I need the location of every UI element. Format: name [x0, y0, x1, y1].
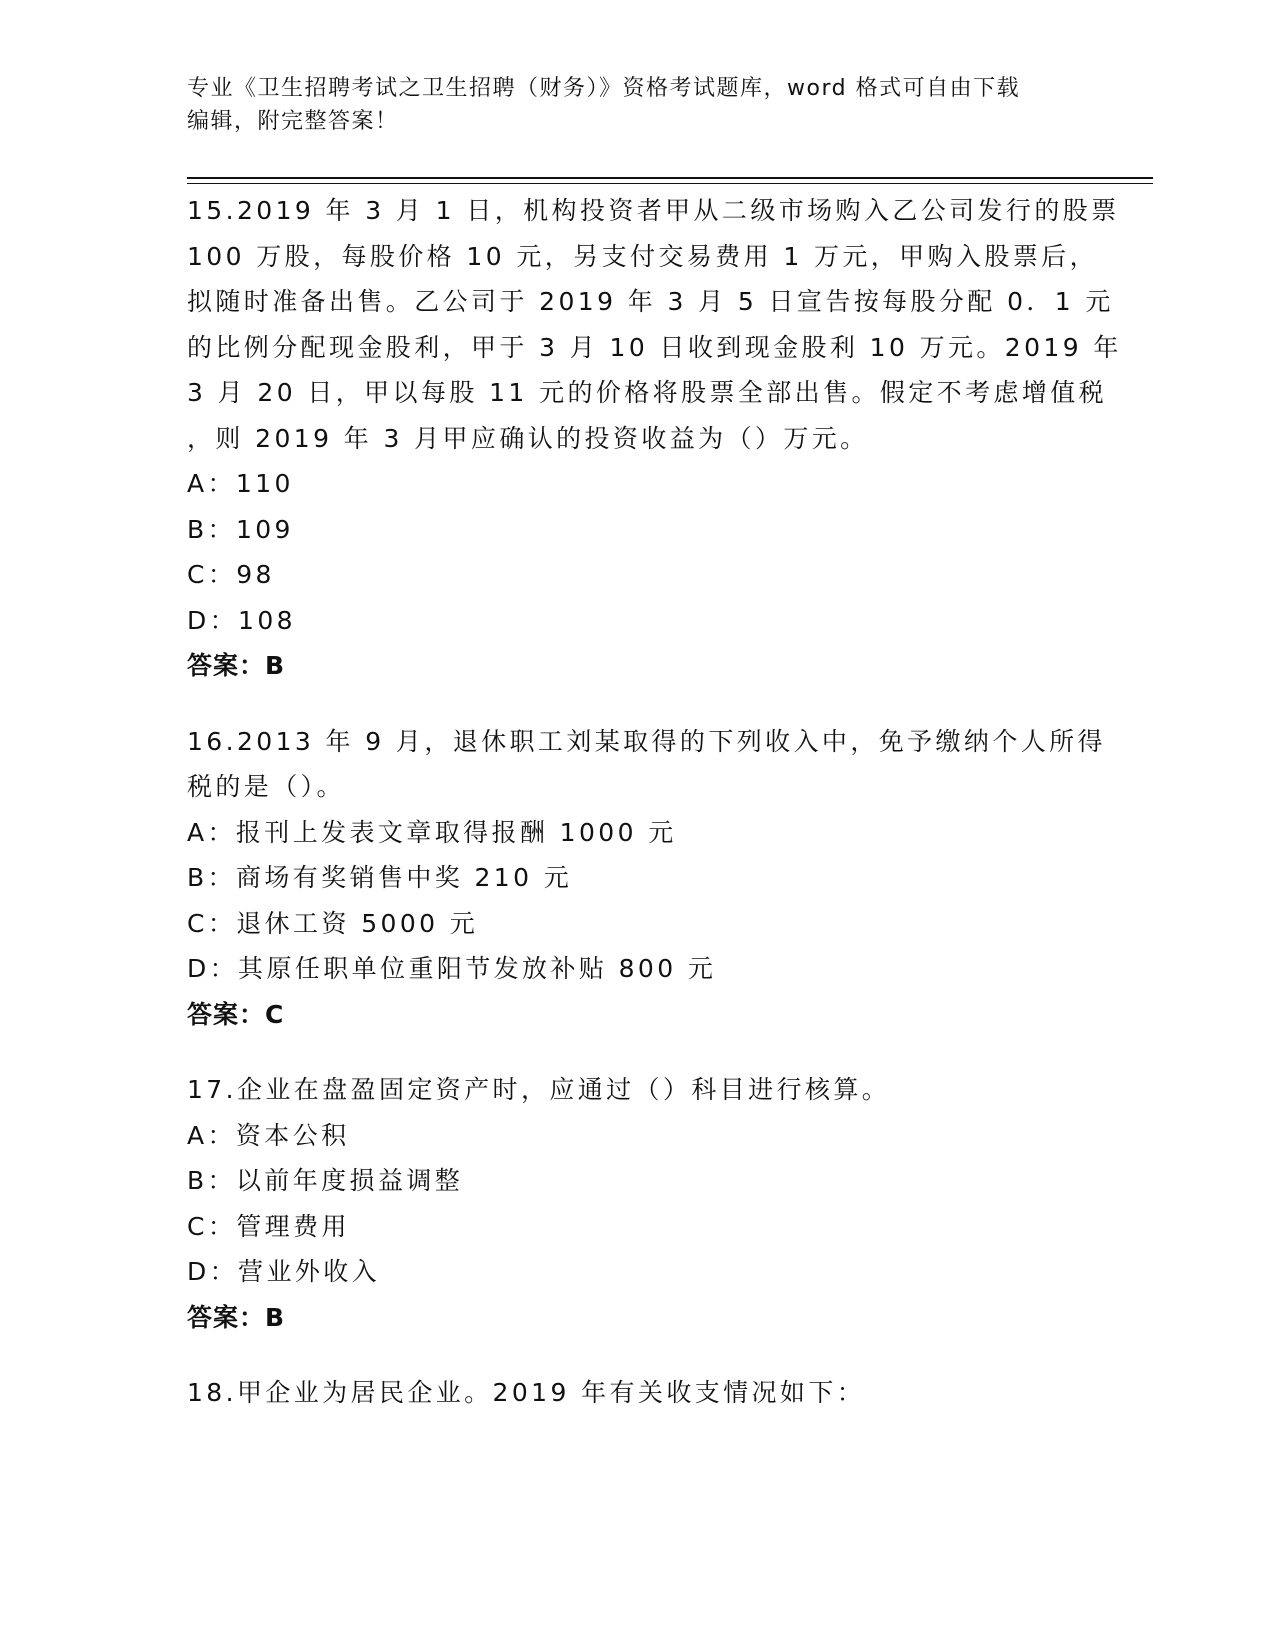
- option-d: D：营业外收入: [187, 1257, 381, 1286]
- question-text-line: 100 万股，每股价格 10 元，另支付交易费用 1 万元，甲购入股票后，: [187, 241, 1098, 271]
- question-text-line: ，则 2019 年 3 月甲应确认的投资收益为（）万元。: [187, 423, 869, 453]
- option-d: D：108: [187, 605, 296, 635]
- option-b: B：以前年度损益调整: [187, 1166, 464, 1195]
- option-b: B：商场有奖销售中奖 210 元: [187, 863, 573, 892]
- question-text-line: 16.2013 年 9 月，退休职工刘某取得的下列收入中，免予缴纳个人所得: [187, 726, 1106, 756]
- header-rule-thin: [187, 183, 1153, 184]
- question-18: [187, 1370, 1087, 1416]
- question-text-line: 税的是（）。: [187, 772, 345, 801]
- header-rule-thick: [187, 177, 1153, 179]
- option-a: A：报刊上发表文章取得报酬 1000 元: [187, 817, 677, 847]
- option-d: D：其原任职单位重阳节发放补贴 800 元: [187, 954, 717, 983]
- header-line-2: 编辑，附完整答案！: [187, 109, 399, 134]
- answer-line: 答案：C: [187, 999, 285, 1029]
- option-b: B：109: [187, 514, 294, 544]
- option-c: C：98: [187, 560, 275, 589]
- question-text-line: 3 月 20 日，甲以每股 11 元的价格将股票全部出售。假定不考虑增值税: [187, 378, 1108, 407]
- document-header: [187, 72, 1087, 138]
- question-text-line: 18.甲企业为居民企业。2019 年有关收支情况如下：: [187, 1378, 866, 1407]
- question-16: [187, 719, 1106, 1038]
- answer-line: 答案：B: [187, 651, 286, 680]
- option-a: A：资本公积: [187, 1120, 350, 1150]
- option-c: C：退休工资 5000 元: [187, 908, 479, 938]
- question-text-line: 17.企业在盘盈固定资产时，应通过（）科目进行核算。: [187, 1075, 891, 1104]
- option-c: C：管理费用: [187, 1211, 350, 1241]
- question-list: [187, 188, 1122, 1446]
- question-15: [187, 188, 1122, 689]
- header-line-1: 专业《卫生招聘考试之卫生招聘（财务）》资格考试题库，word 格式可自由下载: [187, 76, 1021, 101]
- option-a: A：110: [187, 469, 294, 498]
- question-text-line: 15.2019 年 3 月 1 日，机构投资者甲从二级市场购入乙公司发行的股票: [187, 196, 1120, 225]
- answer-line: 答案：B: [187, 1302, 286, 1332]
- question-text-line: 的比例分配现金股利，甲于 3 月 10 日收到现金股利 10 万元。2019 年: [187, 332, 1122, 362]
- question-17: [187, 1067, 1087, 1340]
- question-text-line: 拟随时准备出售。乙公司于 2019 年 3 月 5 日宣告按每股分配 0．1 元: [187, 287, 1114, 316]
